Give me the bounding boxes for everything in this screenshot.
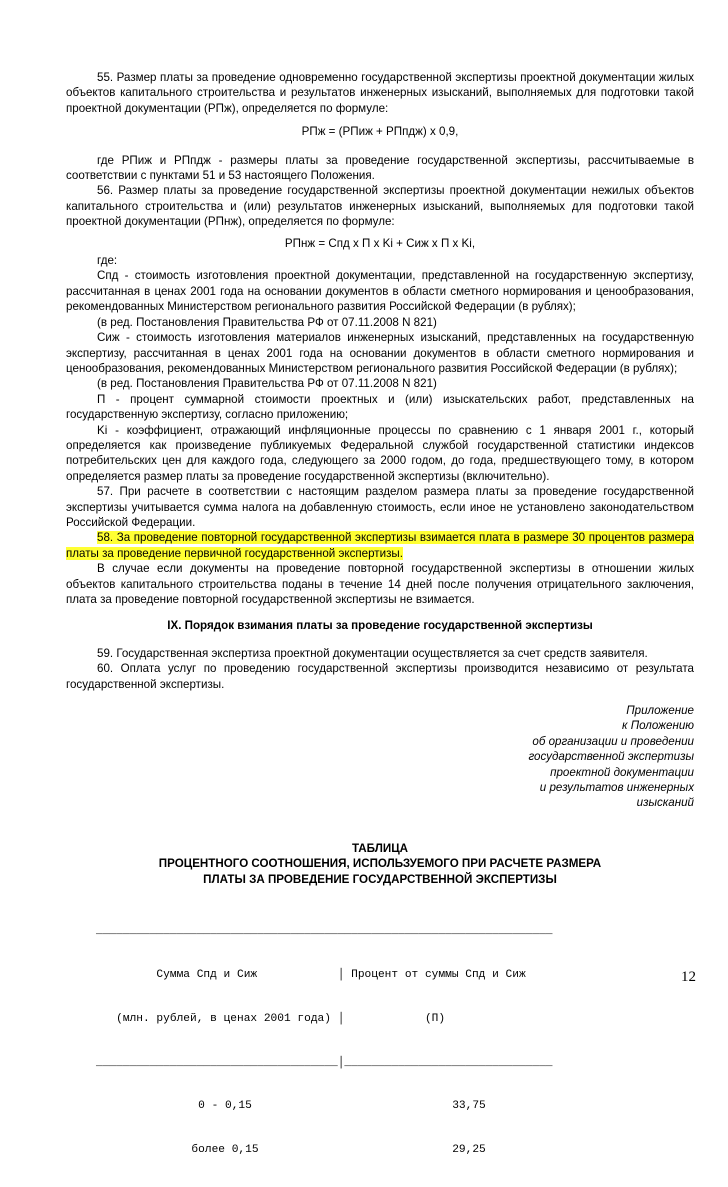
appendix-line: и результатов инженерных bbox=[539, 781, 694, 795]
amendment-note-2: (в ред. Постановления Правительства РФ от 07.11.2008 N 821) bbox=[97, 377, 437, 391]
appendix-line: государственной экспертизы bbox=[528, 750, 694, 764]
paragraph-55: 55. Размер платы за проведение одновременно государственной экспертизы проектной документации жилых объектов капитального строительства и результатов инженерных изысканий, выполняемых для подготовки такой проектной документации (РПж), определяется по формуле: bbox=[66, 71, 694, 115]
definition-p: П - процент суммарной стоимости проектных и (или) изыскательских работ, представленных на государственную экспертизу, согласно приложению; bbox=[66, 392, 694, 422]
formula-rpzh: РПж = (РПиж + РПпдж) x 0,9, bbox=[301, 125, 459, 139]
table-title-line: ПРОЦЕНТНОГО СООТНОШЕНИЯ, ИСПОЛЬЗУЕМОГО ПРИ РАСЧЕТЕ РАЗМЕРА bbox=[158, 857, 602, 871]
table-row bbox=[96, 1143, 694, 1158]
appendix-line: об организации и проведении bbox=[532, 734, 694, 748]
paragraph-where-2: где: bbox=[97, 254, 118, 268]
paragraph-60: 60. Оплата услуг по проведению государственной экспертизы производится независимо от результата государственной экспертизы. bbox=[66, 662, 694, 691]
table-header-rule: ____________________________________│_______________________________ bbox=[96, 1056, 553, 1069]
paragraph-58-cont: В случае если документы на проведение повторной государственной экспертизы в отношении жилых объектов капитального строительства поданы в течение 14 дней после получения отрицательного заключения, плата за проведение повторной государственной экспертизы не взимается. bbox=[66, 562, 694, 606]
formula-rpnzh: РПнж = Спд x П x Ki + Сиж x П x Ki, bbox=[284, 236, 476, 250]
appendix-line: проектной документации bbox=[550, 765, 694, 779]
cell-range: более 0,15 bbox=[191, 1144, 259, 1157]
cell-range: 0 - 0,15 bbox=[198, 1100, 252, 1113]
definition-ki: Ki - коэффициент, отражающий инфляционные процессы по сравнению с 1 января 2001 г., который определяется как произведение публикуемых Федеральной службой государственной статистики индексов потребительских цен для каждого года, следующего за 2000 годом, до года, предшествующего тому, в котором определяется размер платы за проведение государственной экспертизы (включительно). bbox=[66, 423, 694, 483]
percentage-table bbox=[96, 895, 694, 1187]
appendix-line: изысканий bbox=[636, 796, 694, 810]
table-title bbox=[66, 841, 694, 887]
highlighted-text: 58. За проведение повторной государственной экспертизы взимается плата в размере 30 процентов размера платы за проведение первичной государственной экспертизы. bbox=[66, 531, 694, 560]
cell-percent: 29,25 bbox=[452, 1144, 486, 1157]
table-title-line: ПЛАТЫ ЗА ПРОВЕДЕНИЕ ГОСУДАРСТВЕННОЙ ЭКСПЕРТИЗЫ bbox=[203, 872, 557, 886]
table-header-line: (млн. рублей, в ценах 2001 года) │ (П) bbox=[96, 1012, 446, 1025]
paragraph-where-1: где РПиж и РПпдж - размеры платы за проведение государственной экспертизы, рассчитываемые в соответствии с пунктами 51 и 53 настоящего Положения. bbox=[66, 153, 694, 183]
table-row bbox=[96, 1099, 694, 1114]
document-page bbox=[66, 70, 694, 1187]
paragraph-56: 56. Размер платы за проведение государственной экспертизы проектной документации нежилых объектов капитального строительства и (или) результатов инженерных изысканий, выполняемых для подготовки такой проектной документации (РПнж), определяется по формуле: bbox=[66, 184, 694, 229]
table-title-line: ТАБЛИЦА bbox=[351, 841, 409, 855]
definition-spd: Спд - стоимость изготовления проектной документации, представленной на государственную экспертизу, рассчитанная в ценах 2001 года на основании документов в области сметного нормирования и ценообразования, рекомендованных Министерством регионального развития Российской Федерации (в рублях); bbox=[66, 269, 694, 314]
paragraph-57: 57. При расчете в соответствии с настоящим разделом размера платы за проведение государственной экспертизы учитывается сумма налога на добавленную стоимость, если иное не установлено законодательством Российской Федерации. bbox=[66, 485, 694, 529]
section-heading-ix: IX. Порядок взимания платы за проведение государственной экспертизы bbox=[167, 619, 593, 633]
paragraph-59: 59. Государственная экспертиза проектной документации осуществляется за счет средств заявителя. bbox=[97, 646, 648, 660]
appendix-line: к Положению bbox=[622, 719, 694, 733]
paragraph-58 bbox=[66, 530, 694, 561]
cell-percent: 33,75 bbox=[452, 1100, 486, 1113]
appendix-reference bbox=[66, 703, 694, 811]
table-top-rule: ____________________________________________________________________ bbox=[96, 925, 553, 938]
appendix-line: Приложение bbox=[626, 704, 694, 718]
amendment-note-1: (в ред. Постановления Правительства РФ от 07.11.2008 N 821) bbox=[97, 315, 437, 329]
table-header-line: Сумма Спд и Сиж │ Процент от суммы Спд и Сиж bbox=[96, 969, 526, 982]
definition-sizh: Сиж - стоимость изготовления материалов инженерных изысканий, представленных на государственную экспертизу, рассчитанная в ценах 2001 года на основании документов в области сметного нормирования и ценообразования, рекомендованных Министерством регионального развития Российской Федерации (в рублях); bbox=[66, 331, 694, 375]
page-number: 12 bbox=[681, 969, 696, 985]
